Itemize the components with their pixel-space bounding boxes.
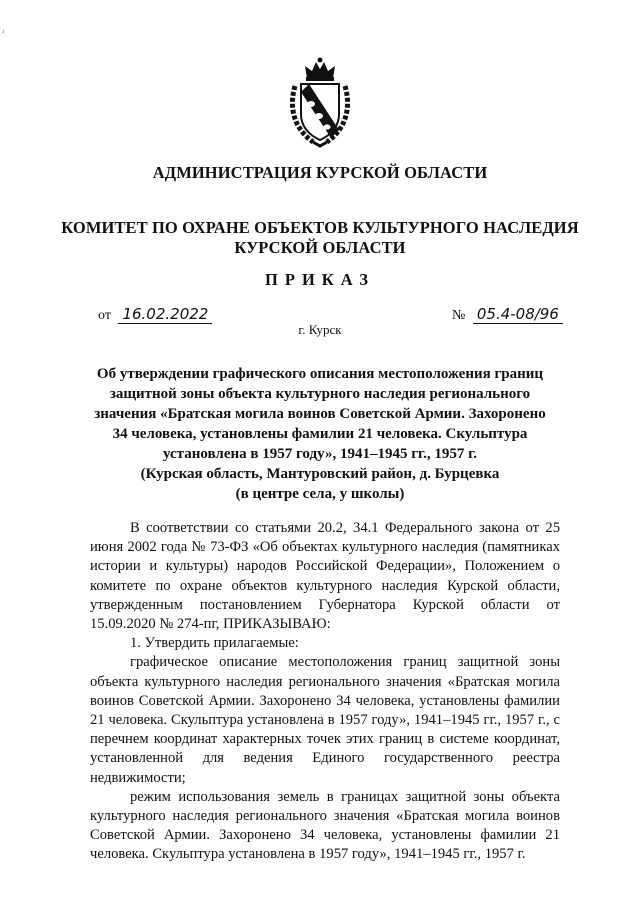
scan-mark: ¹: [2, 28, 5, 37]
title-line: (Курская область, Мантуровский район, д. Бурцевка: [140, 466, 500, 482]
date-prefix: от: [98, 308, 111, 323]
body-paragraph: 1. Утвердить прилагаемые:: [130, 635, 299, 652]
committee-heading-line: КУРСКОЙ ОБЛАСТИ: [234, 238, 406, 257]
title-line: (в центре села, у школы): [235, 486, 405, 502]
body-paragraph: режим использования земель в границах защитной зоны объекта культурного наследия регионального значения «Братская могила воинов Советской Армии. Захоронено 34 человека, установлены фамилии 21 человека. Скульптура установлена в 1957 году», 1941–1945 гг., 1957 г.: [90, 788, 560, 863]
body-paragraph: графическое описание местоположения границ защитной зоны объекта культурного наследия регионального значения «Братская могила воинов Советской Армии. Захоронено 34 человека, установлены фамилии 21 человека. Скульптура установлена в 1957 году», 1941–1945 гг., 1957 г., с перечнем координат характерных точек этих границ в системе координат, установленной для ведения Единого государственного реестра недвижимости;: [90, 654, 560, 786]
title-line: защитной зоны объекта культурного наследия регионального: [109, 386, 531, 402]
title-line: 34 человека, установлены фамилии 21 человека. Скульптура: [112, 426, 528, 442]
date-value: 16.02.2022: [118, 305, 212, 324]
title-line: установлена в 1957 году», 1941–1945 гг., 1957 г.: [162, 446, 477, 462]
committee-heading: [0, 218, 640, 258]
administration-heading: АДМИНИСТРАЦИЯ КУРСКОЙ ОБЛАСТИ: [152, 163, 488, 182]
title-line: значения «Братская могила воинов Советской Армии. Захоронено: [94, 406, 546, 422]
committee-heading-line: КОМИТЕТ ПО ОХРАНЕ ОБЪЕКТОВ КУЛЬТУРНОГО НАСЛЕДИЯ: [61, 218, 579, 237]
number-value: 05.4-08/96: [473, 305, 563, 324]
city: г. Курск: [298, 322, 342, 337]
kursk-coat-of-arms-icon: [287, 56, 353, 148]
body-paragraph: В соответствии со статьями 20.2, 34.1 Федерального закона от 25 июня 2002 года № 73-ФЗ «Об объектах культурного наследия (памятниках истории и культуры) народов Российской Федерации», Положением о комитете по охране объектов культурного наследия Курской области, утвержденным постановлением Губернатора Курской области от 15.09.2020 № 274-пг, ПРИКАЗЫВАЮ:: [90, 520, 560, 633]
number-prefix: №: [452, 308, 466, 323]
document-type: ПРИКАЗ: [265, 270, 375, 289]
order-title: [90, 364, 550, 504]
order-body: [90, 519, 560, 865]
title-line: Об утверждении графического описания местоположения границ: [96, 366, 544, 382]
